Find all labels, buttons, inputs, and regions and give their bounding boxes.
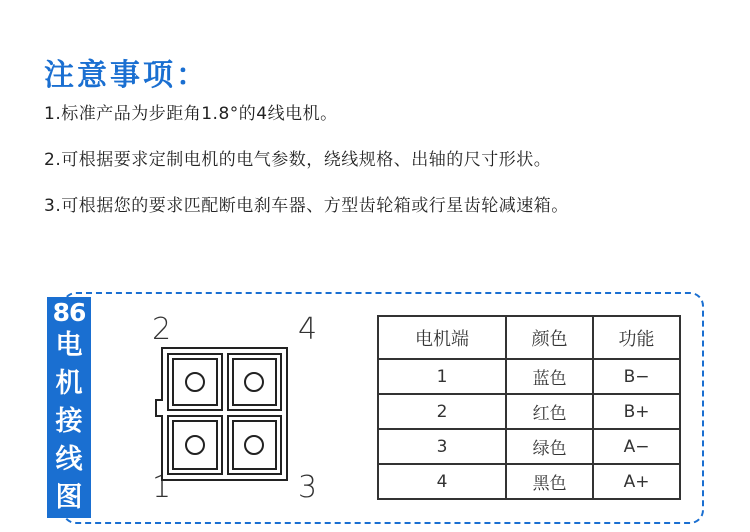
pin-label-bottom-left: 1	[152, 470, 172, 505]
cell-function: B+	[593, 394, 680, 429]
pin-cell-4	[228, 354, 281, 410]
note-item: 2.可根据要求定制电机的电气参数，绕线规格、出轴的尺寸形状。	[44, 150, 552, 170]
cell-terminal: 3	[378, 429, 506, 464]
pin-label-top-right: 4	[298, 312, 318, 347]
pin-label-top-left: 2	[152, 312, 172, 347]
note-item: 3.可根据您的要求匹配断电刹车器、方型齿轮箱或行星齿轮减速箱。	[44, 196, 569, 216]
column-header-motor-terminal: 电机端	[378, 316, 506, 359]
table-row	[378, 429, 680, 464]
pin-cell-1	[168, 416, 222, 474]
wiring-diagram-label	[47, 297, 91, 518]
cell-terminal: 1	[378, 359, 506, 394]
column-header-function: 功能	[593, 316, 680, 359]
table-row	[378, 394, 680, 429]
pin-cell-2	[168, 354, 222, 410]
notes-list	[44, 104, 569, 242]
cell-color: 红色	[506, 394, 593, 429]
cell-function: B−	[593, 359, 680, 394]
connector-diagram	[152, 344, 297, 484]
table-row	[378, 359, 680, 394]
cell-color: 蓝色	[506, 359, 593, 394]
cell-color: 绿色	[506, 429, 593, 464]
wiring-table	[377, 315, 681, 500]
table-header-row	[378, 316, 680, 359]
note-item: 1.标准产品为步距角1.8°的4线电机。	[44, 104, 338, 124]
cell-terminal: 2	[378, 394, 506, 429]
cell-function: A+	[593, 464, 680, 499]
table-row	[378, 464, 680, 499]
pin-cell-3	[228, 416, 281, 474]
page-title: 注意事项：	[44, 58, 209, 93]
column-header-color: 颜色	[506, 316, 593, 359]
pin-label-bottom-right: 3	[298, 470, 318, 505]
wiring-diagram-title: 电机接线图	[55, 330, 83, 513]
cell-color: 黑色	[506, 464, 593, 499]
cell-function: A−	[593, 429, 680, 464]
motor-size-label: 86	[52, 298, 86, 327]
cell-terminal: 4	[378, 464, 506, 499]
